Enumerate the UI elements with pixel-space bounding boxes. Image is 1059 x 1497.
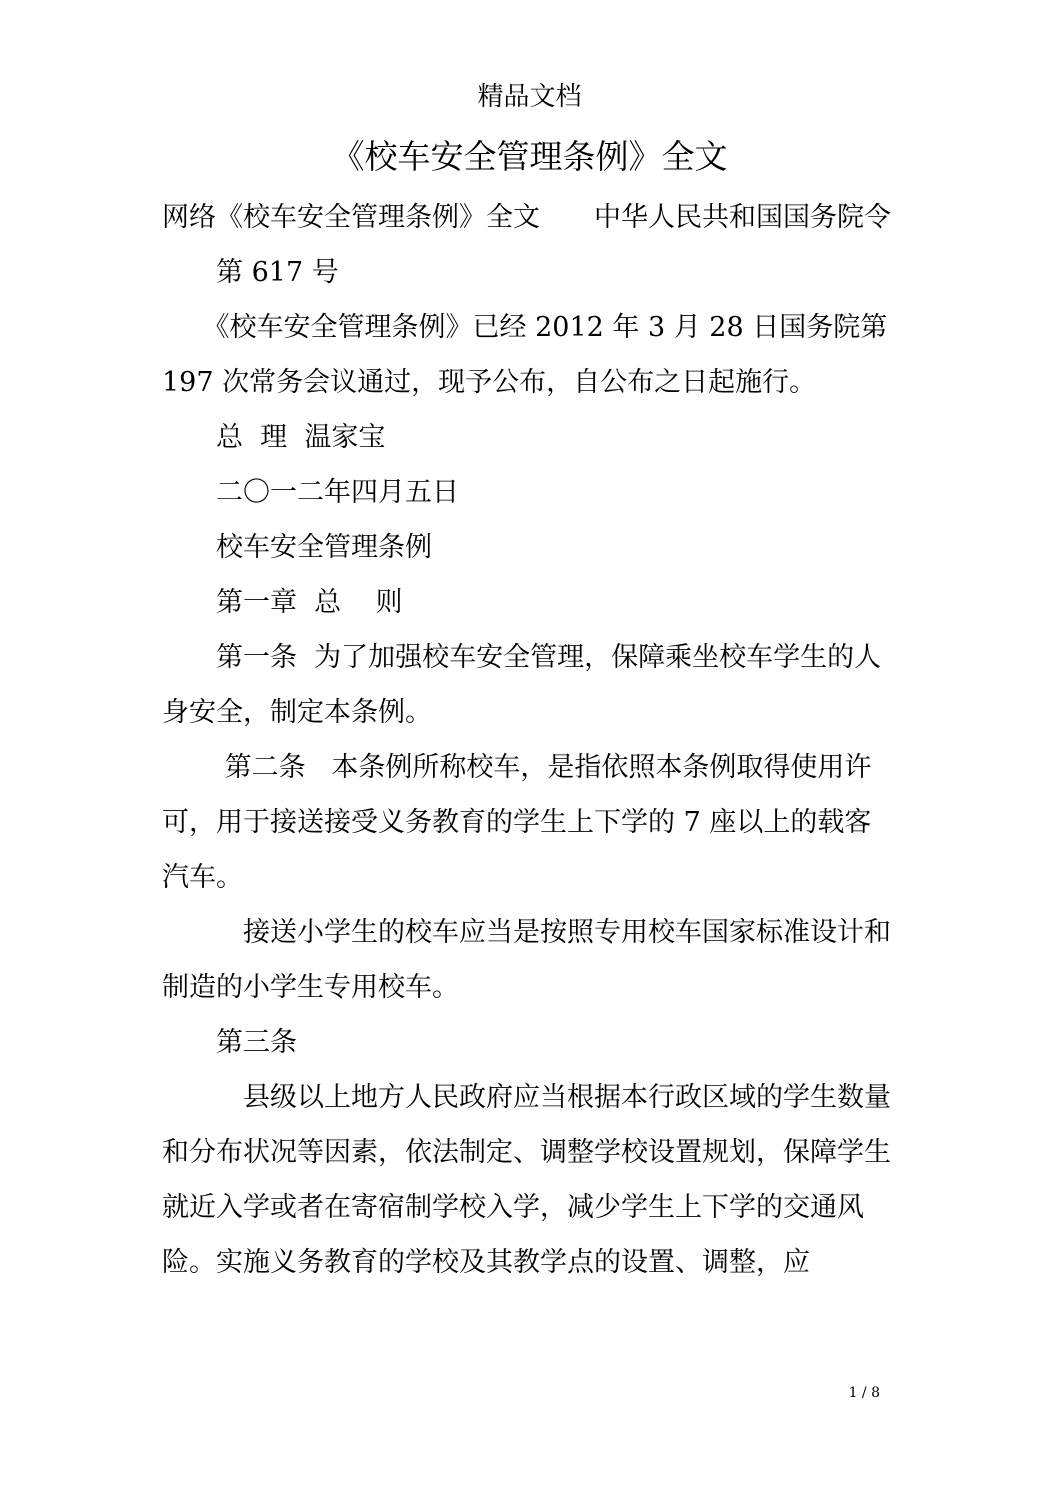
document-body [162, 190, 897, 1290]
paragraph-regulation-title: 校车安全管理条例 [162, 532, 432, 563]
paragraph-premier: 总 理 温家宝 [162, 422, 386, 453]
paragraph-announcement: 《校车安全管理条例》已经 2012 年 3 月 28 日国务院第 197 次常务会议通过，现予公布，自公布之日起施行。 [162, 312, 896, 398]
paragraph-intro: 网络《校车安全管理条例》全文 中华人民共和国国务院令 [162, 202, 891, 233]
paragraph-article-1: 第一条 为了加强校车安全管理，保障乘坐校车学生的人身安全，制定本条例。 [162, 642, 882, 728]
document-title: 《校车安全管理条例》全文 [331, 137, 728, 176]
paragraph-article-2: 第二条 本条例所称校车，是指依照本条例取得使用许可，用于接送接受义务教育的学生上下学的 7 座以上的载客汽车。 [162, 752, 872, 893]
paragraph-article-2-cont: 接送小学生的校车应当是按照专用校车国家标准设计和制造的小学生专用校车。 [162, 917, 891, 1003]
paragraph-article-3-heading: 第三条 [162, 1027, 297, 1058]
paragraph-chapter-heading: 第一章 总 则 [162, 587, 403, 618]
paragraph-order-number: 第 617 号 [162, 257, 339, 288]
paragraph-article-3: 县级以上地方人民政府应当根据本行政区域的学生数量和分布状况等因素，依法制定、调整学校设置规划，保障学生就近入学或者在寄宿制学校入学，减少学生上下学的交通风险。实施义务教育的学校及其教学点的设置、调整，应 [162, 1082, 891, 1278]
paragraph-date: 二〇一二年四月五日 [162, 477, 459, 508]
page-header: 精品文档 [477, 82, 582, 112]
page-number: 1 / 8 [848, 1385, 880, 1401]
